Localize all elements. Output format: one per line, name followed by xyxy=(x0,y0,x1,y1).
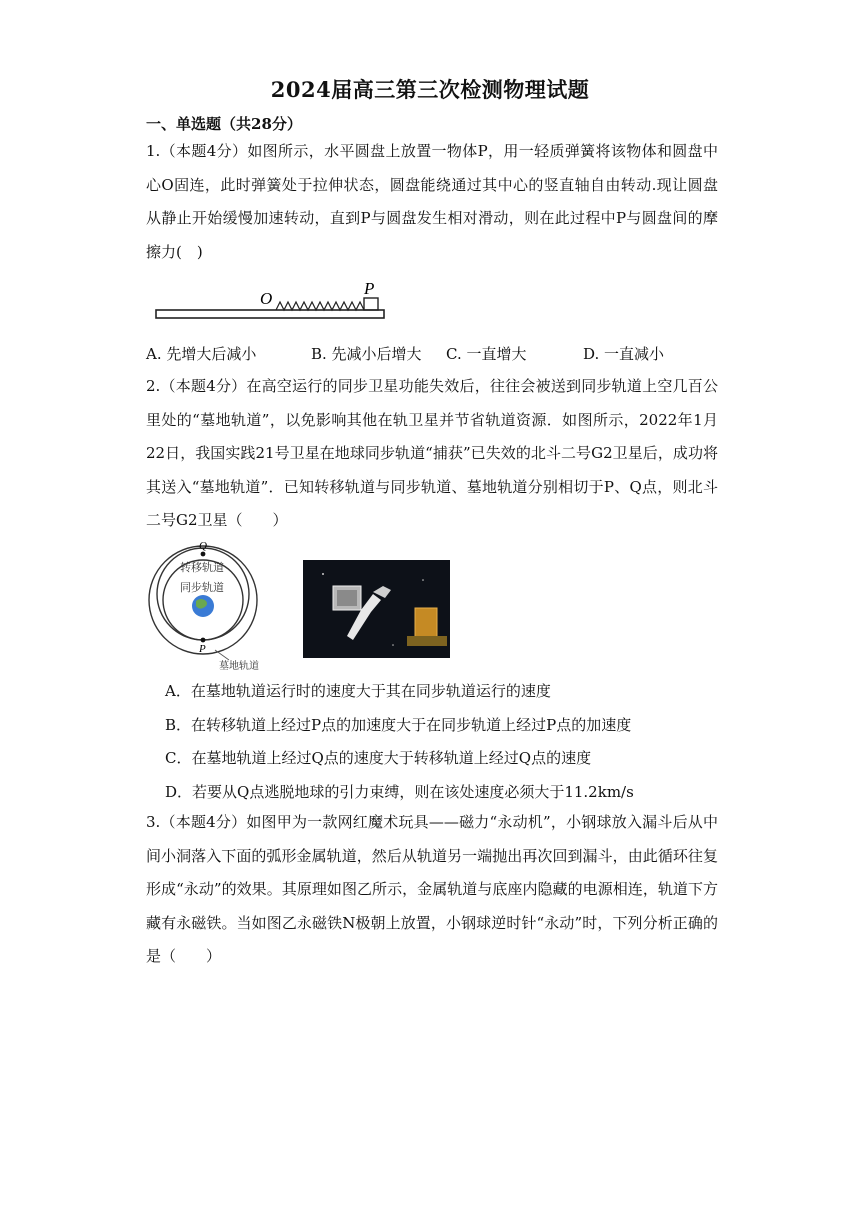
star-icon xyxy=(422,579,424,581)
label-p: P xyxy=(364,280,375,298)
label-o: O xyxy=(260,289,273,308)
question-3-stem: 3.（本题4分）如图甲为一款网红魔术玩具——磁力“永动机”，小钢球放入漏斗后从中间小洞落入下面的弧形金属轨道，然后从轨道另一端抛出再次回到漏斗，由此循环往复形成“永动”的效果。其原理如图乙所示，金属轨道与底座内隐藏的电源相连，轨道下方藏有永磁铁。当如图乙永磁铁N极朝上放置，小钢球逆时针“永动”时，下列分析正确的是（ ） xyxy=(146,813,718,965)
question-2-option-d[interactable]: D．若要从Q点逃脱地球的引力束缚，则在该处速度必须大于11.2km/s xyxy=(165,783,634,801)
option-a[interactable]: A. 先增大后减小 xyxy=(146,345,257,363)
point-p xyxy=(201,638,206,643)
disk-side-view xyxy=(156,310,384,318)
leader-line xyxy=(215,650,229,660)
question-2-stem: 2.（本题4分）在高空运行的同步卫星功能失效后，往往会被送到同步轨道上空几百公里处的“墓地轨道”，以免影响其他在轨卫星并节省轨道资源．如图所示，2022年1月22日，我国实践21号卫星在地球同步轨道“捕获”已失效的北斗二号G2卫星后，成功将其送入“墓地轨道”．已知转移轨道与同步轨道、墓地轨道分别相切于P、Q点，则北斗二号G2卫星（ ） xyxy=(146,377,718,529)
question-2-option-a[interactable]: A．在墓地轨道运行时的速度大于其在同步轨道运行的速度 xyxy=(165,682,551,700)
label-graveyard-orbit: 墓地轨道 xyxy=(219,661,259,672)
orbit-diagram xyxy=(145,538,275,676)
label-p: P xyxy=(199,643,206,655)
page-title: 2024届高三第三次检测物理试题 xyxy=(270,77,590,102)
satellite-panel xyxy=(407,636,447,646)
option-c[interactable]: C. 一直增大 xyxy=(446,345,527,363)
star-icon xyxy=(322,573,324,575)
point-q xyxy=(201,552,206,557)
option-b[interactable]: B. 先减小后增大 xyxy=(311,345,422,363)
section-heading: 一、单选题（共28分） xyxy=(146,115,302,133)
option-d[interactable]: D. 一直减小 xyxy=(583,345,665,363)
label-q: Q xyxy=(199,540,207,552)
label-transfer-orbit: 转移轨道 xyxy=(180,561,224,574)
spring xyxy=(276,302,364,310)
satellite-photo xyxy=(303,560,450,658)
block-p xyxy=(364,298,378,310)
star-icon xyxy=(392,644,394,646)
question-1-stem: 1.（本题4分）如图所示，水平圆盘上放置一物体P，用一轻质弹簧将该物体和圆盘中心O固连，此时弹簧处于拉伸状态，圆盘能绕通过其中心的竖直轴自由转动.现让圆盘从静止开始缓慢加速转动，直到P与圆盘发生相对滑动，则在此过程中P与圆盘间的摩擦力( ) xyxy=(146,142,718,261)
satellite-body-detail xyxy=(337,590,357,606)
satellite-beidou-g2 xyxy=(415,608,437,638)
question-1-figure xyxy=(150,280,390,324)
question-2-option-b[interactable]: B．在转移轨道上经过P点的加速度大于在同步轨道上经过P点的加速度 xyxy=(165,716,632,734)
question-2-option-c[interactable]: C．在墓地轨道上经过Q点的速度大于转移轨道上经过Q点的速度 xyxy=(165,749,592,767)
label-sync-orbit: 同步轨道 xyxy=(180,581,224,594)
